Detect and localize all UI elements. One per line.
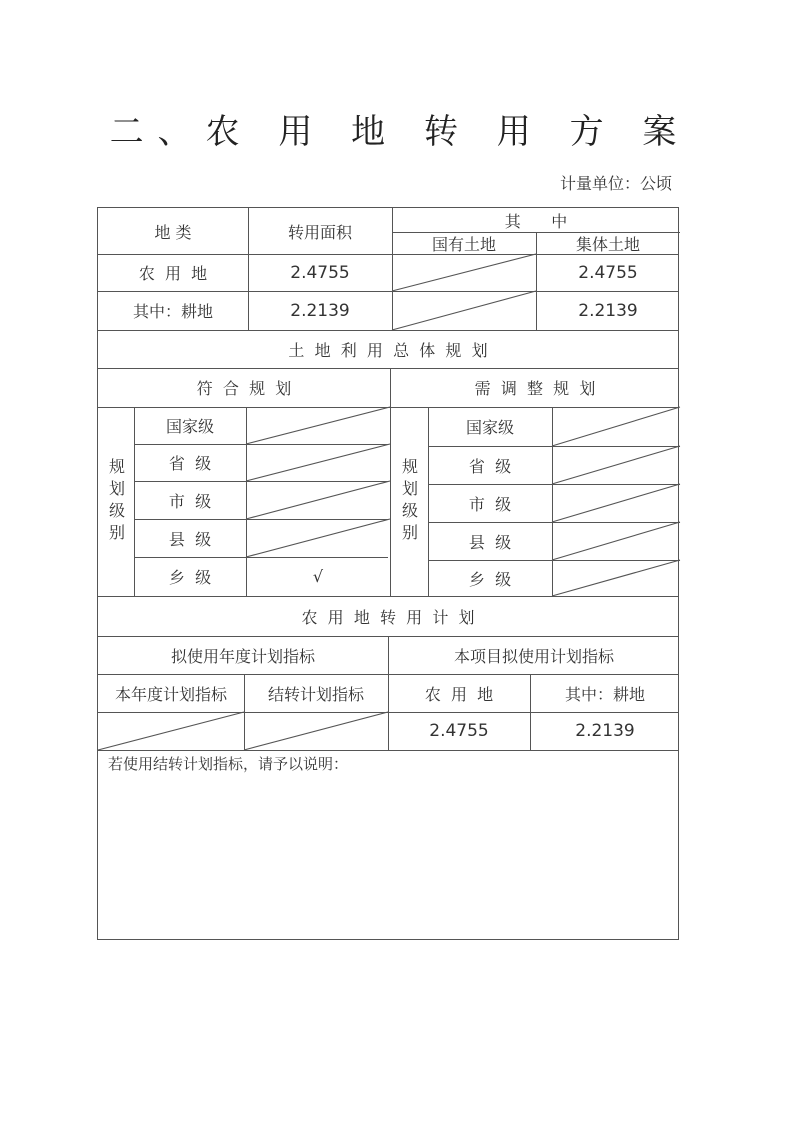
row-label-farmland: 农 用 地 [138,264,208,283]
empty-cell-slash [244,712,388,750]
header-among: 其 中 [504,211,568,231]
adjust-plan-header: 需 调 整 规 划 [474,379,596,398]
project-proposed-header: 本项目拟使用计划指标 [453,646,614,666]
adjust-level-city: 市 级 [468,494,512,514]
empty-cell-slash [552,446,680,484]
level-label-text: 规划级别 [106,457,126,546]
cultivated-value: 2.2139 [575,721,635,741]
carry-over-note: 若使用结转计划指标，请予以说明： [108,755,349,773]
page-title: 二、农 用 地 转 用 方 案 [109,112,691,152]
header-land-type: 地 类 [154,222,192,242]
level-label-right [390,407,428,596]
empty-cell-slash [552,522,680,560]
level-label-left [98,407,134,596]
empty-cell-slash [246,519,390,557]
section-transfer-plan: 农 用 地 转 用 计 划 [301,607,475,627]
level-national: 国家级 [165,417,214,436]
adjust-level-county: 县 级 [468,532,512,552]
section-overall-plan: 土 地 利 用 总 体 规 划 [288,340,488,360]
row-area-farmland: 2.4755 [290,262,350,283]
row-collective-cultivated: 2.2139 [578,300,638,321]
level-township: 乡 级 [168,568,212,587]
farmland-value: 2.4755 [429,721,489,741]
empty-cell-slash [246,407,390,444]
row-label-cultivated: 其中：耕地 [132,302,213,321]
empty-cell-slash [552,560,680,596]
empty-cell-slash [246,481,390,519]
empty-cell-slash [392,254,536,291]
row-area-cultivated: 2.2139 [290,300,350,321]
empty-cell-slash [246,444,390,481]
conform-plan-header: 符 合 规 划 [196,379,292,398]
row-collective-farmland: 2.4755 [578,262,638,283]
adjust-level-province: 省 级 [468,456,512,476]
header-area: 转用面积 [287,222,352,242]
level-county: 县 级 [168,529,212,549]
empty-cell-slash [552,407,680,446]
proposed-annual-header: 拟使用年度计划指标 [170,646,315,666]
township-check-mark: √ [312,567,324,586]
adjust-level-township: 乡 级 [468,569,512,589]
divider [98,750,678,751]
carry-over-header: 结转计划指标 [267,684,364,704]
empty-cell-slash [552,484,680,522]
level-label-text: 规划级别 [399,457,419,546]
level-city: 市 级 [168,491,212,511]
header-collective-land: 集体土地 [575,234,640,254]
cultivated-header: 其中：耕地 [564,684,645,704]
current-year-header: 本年度计划指标 [114,684,227,704]
header-state-land: 国有土地 [431,234,496,254]
empty-cell-slash [392,291,536,330]
farmland-header: 农 用 地 [424,684,494,704]
adjust-level-national: 国家级 [465,418,514,437]
unit-label: 计量单位：公顷 [559,174,672,193]
conversion-form-table [97,207,679,940]
empty-cell-slash [98,712,244,750]
level-province: 省 级 [168,454,212,473]
